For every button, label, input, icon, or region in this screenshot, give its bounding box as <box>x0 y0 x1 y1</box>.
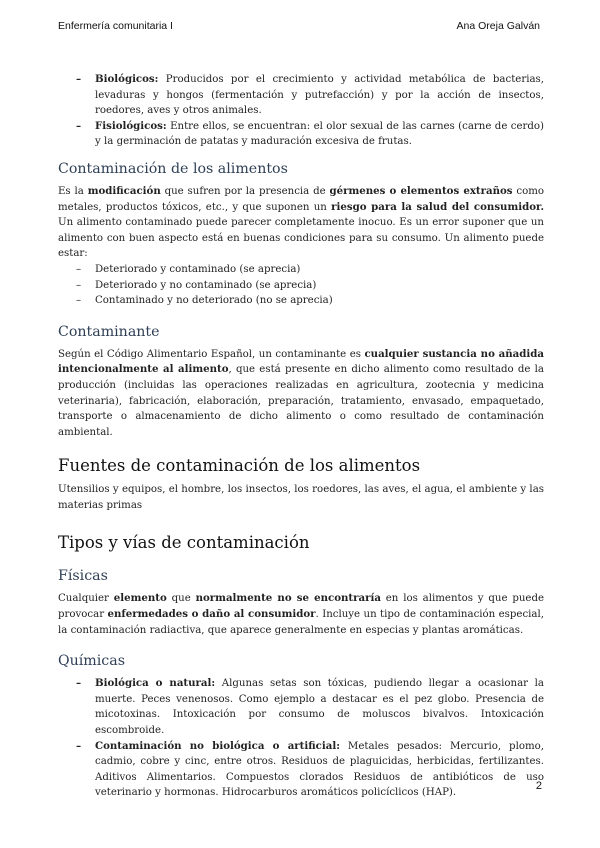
heading-quimicas: Químicas <box>58 653 125 670</box>
heading-tipos-vias: Tipos y vías de contaminación <box>58 533 310 553</box>
paragraph-contaminante: Según el Código Alimentario Español, un contaminante es cualquier sustancia no añadida intencionalmente al alimento, que está presente en dicho alimento como resultado de la producción (incluidas las operaciones realizadas en agricultura, zootecnia y medicina veterinaria), fabricación, elaboración, preparación, tratamiento, envasado, empaquetado, transporte o almacenamiento de dicho alimento o como resultado de contaminación ambiental. <box>58 347 544 438</box>
paragraph-fuentes: Utensilios y equipos, el hombre, los insectos, los roedores, las aves, el agua, el ambiente y las materias primas <box>58 484 544 511</box>
header-author: Ana Oreja Galván <box>456 20 540 32</box>
heading-fuentes-contaminacion: Fuentes de contaminación de los alimentos <box>58 456 421 476</box>
header-course-title: Enfermería comunitaria I <box>58 20 173 32</box>
list-item: – Biológica o natural: Algunas setas son tóxicas, pudiendo llegar a ocasionar la muerte. Peces venenosos. Como ejemplo a destacar es el pez globo. Presencia de micotoxinas. Intoxicación por consumo de moluscos bivalvos. Intoxicación escombroide. <box>58 676 544 738</box>
list-item: – Deteriorado y no contaminado (se aprecia) <box>58 278 544 294</box>
paragraph-fisicas: Cualquier elemento que normalmente no se encontraría en los alimentos y que puede provocar enfermedades o daño al consumidor. Incluye un tipo de contaminación especial, la contaminación radiactiva, que aparece generalmente en especias y plantas aromáticas. <box>58 592 545 636</box>
list-item: – Fisiológicos: Entre ellos, se encuentran: el olor sexual de las carnes (carne de cerdo) y la germinación de patatas y maduración excesiva de frutas. <box>58 119 544 150</box>
list-item: – Contaminado y no deteriorado (no se aprecia) <box>58 293 544 309</box>
list-item: – Deteriorado y contaminado (se aprecia) <box>58 262 544 278</box>
heading-contaminante: Contaminante <box>58 323 160 340</box>
heading-fisicas: Físicas <box>58 568 108 585</box>
contamination-types-list <box>58 72 544 150</box>
food-state-list <box>58 262 544 309</box>
page-number: 2 <box>535 780 542 792</box>
chemical-contamination-list <box>58 676 544 801</box>
list-item: – Biológicos: Producidos por el crecimiento y actividad metabólica de bacterias, levaduras y hongos (fermentación y putrefacción) y por la acción de insectos, roedores, aves y otros animales. <box>58 72 544 119</box>
heading-contaminacion-alimentos: Contaminación de los alimentos <box>58 160 288 177</box>
page-content <box>58 72 544 801</box>
list-item: – Contaminación no biológica o artificial: Metales pesados: Mercurio, plomo, cadmio, cobre y cinc, entre otros. Residuos de plaguicidas, herbicidas, fertilizantes. Aditivos Alimentarios. Compuestos clorados Residuos de antibióticos de uso veterinario y hormonas. Hidrocarburos aromáticos policíclicos (HAP). <box>58 739 544 801</box>
paragraph-contaminacion: Es la modificación que sufren por la presencia de gérmenes o elementos extraños como metales, productos tóxicos, etc., y que suponen un riesgo para la salud del consumidor. Un alimento contaminado puede parecer completamente inocuo. Es un error suponer que un alimento con buen aspecto está en buenas condiciones para su consumo. Un alimento puede estar: <box>58 184 545 260</box>
